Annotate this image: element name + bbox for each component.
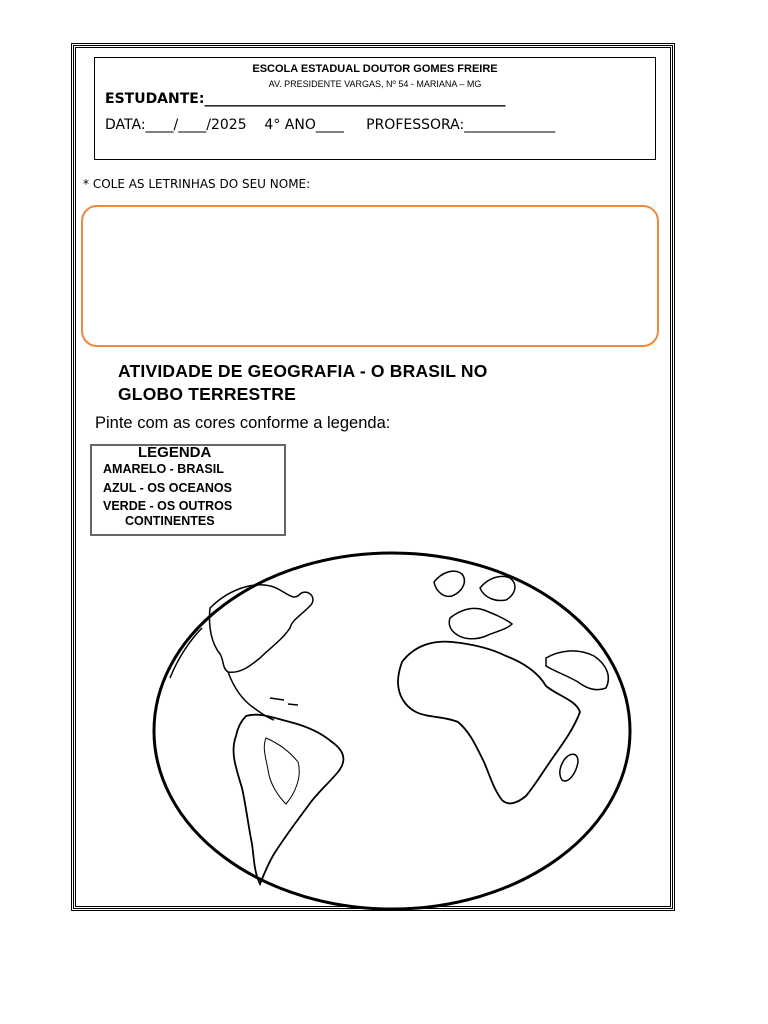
name-instruction: * COLE AS LETRINHAS DO SEU NOME: [83, 177, 311, 191]
date-field[interactable]: DATA:____/____/2025 [105, 117, 247, 133]
date-grade-teacher-line [105, 117, 555, 133]
grade-field[interactable]: 4° ANO____ [264, 117, 344, 133]
globe-map-image[interactable] [150, 548, 634, 912]
legend-item-brasil: AMARELO - BRASIL [103, 462, 224, 476]
name-paste-box[interactable] [81, 205, 659, 347]
paint-instruction: Pinte com as cores conforme a legenda: [95, 414, 391, 432]
teacher-field[interactable]: PROFESSORA:_____________ [366, 117, 556, 133]
activity-title-line-2: GLOBO TERRESTRE [118, 384, 297, 404]
activity-title-line-1: ATIVIDADE DE GEOGRAFIA - O BRASIL NO [118, 361, 488, 381]
activity-title [118, 360, 488, 406]
student-name-field[interactable]: ESTUDANTE:___________________________________________ [105, 91, 506, 107]
legend-item-continentes: CONTINENTES [125, 514, 215, 528]
legend-item-outros: VERDE - OS OUTROS [103, 499, 233, 513]
legend-title: LEGENDA [138, 444, 212, 461]
globe-outline [154, 553, 630, 909]
school-address: AV. PRESIDENTE VARGAS, Nº 54 - MARIANA – MG [268, 79, 482, 89]
school-name: ESCOLA ESTADUAL DOUTOR GOMES FREIRE [252, 63, 498, 75]
legend-item-oceanos: AZUL - OS OCEANOS [103, 481, 232, 495]
